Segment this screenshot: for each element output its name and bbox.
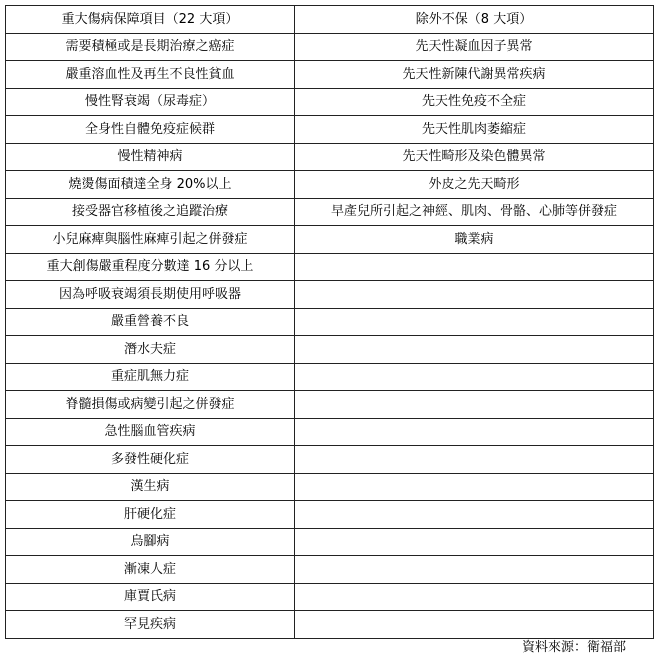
covered-item-cell: 嚴重溶血性及再生不良性貧血 bbox=[6, 61, 295, 89]
table-row bbox=[6, 473, 654, 501]
excluded-item-cell bbox=[295, 281, 654, 309]
table-header-row bbox=[6, 6, 654, 34]
excluded-item-cell bbox=[295, 418, 654, 446]
covered-item-cell: 全身性自體免疫症候群 bbox=[6, 116, 295, 144]
excluded-item-cell bbox=[295, 611, 654, 639]
table-row bbox=[6, 198, 654, 226]
excluded-item-cell: 先天性肌肉萎縮症 bbox=[295, 116, 654, 144]
covered-item-cell: 潛水夫症 bbox=[6, 336, 295, 364]
covered-item-cell: 小兒麻痺與腦性麻痺引起之併發症 bbox=[6, 226, 295, 254]
excluded-item-cell bbox=[295, 556, 654, 584]
coverage-table-body bbox=[6, 6, 654, 639]
table-row bbox=[6, 501, 654, 529]
table-row bbox=[6, 116, 654, 144]
excluded-item-cell: 先天性凝血因子異常 bbox=[295, 33, 654, 61]
table-row bbox=[6, 446, 654, 474]
excluded-item-cell bbox=[295, 473, 654, 501]
table-row bbox=[6, 171, 654, 199]
covered-item-cell: 庫賈氏病 bbox=[6, 583, 295, 611]
table-row bbox=[6, 336, 654, 364]
table-row bbox=[6, 611, 654, 639]
table-row bbox=[6, 61, 654, 89]
excluded-item-cell bbox=[295, 446, 654, 474]
table-row bbox=[6, 226, 654, 254]
source-note: 資料來源：衛福部 bbox=[521, 640, 626, 655]
excluded-item-cell: 早產兒所引起之神經、肌肉、骨骼、心肺等併發症 bbox=[295, 198, 654, 226]
excluded-item-cell bbox=[295, 391, 654, 419]
header-excluded-items: 除外不保（8 大項） bbox=[295, 6, 654, 34]
covered-item-cell: 慢性精神病 bbox=[6, 143, 295, 171]
covered-item-cell: 燒燙傷面積達全身 20%以上 bbox=[6, 171, 295, 199]
coverage-table bbox=[5, 5, 654, 639]
covered-item-cell: 慢性腎衰竭（尿毒症） bbox=[6, 88, 295, 116]
covered-item-cell: 罕見疾病 bbox=[6, 611, 295, 639]
excluded-item-cell: 職業病 bbox=[295, 226, 654, 254]
table-row bbox=[6, 418, 654, 446]
coverage-table-container bbox=[5, 5, 649, 639]
table-row bbox=[6, 528, 654, 556]
covered-item-cell: 烏腳病 bbox=[6, 528, 295, 556]
covered-item-cell: 需要積極或是長期治療之癌症 bbox=[6, 33, 295, 61]
excluded-item-cell bbox=[295, 583, 654, 611]
covered-item-cell: 接受器官移植後之追蹤治療 bbox=[6, 198, 295, 226]
excluded-item-cell bbox=[295, 363, 654, 391]
covered-item-cell: 漢生病 bbox=[6, 473, 295, 501]
covered-item-cell: 多發性硬化症 bbox=[6, 446, 295, 474]
excluded-item-cell bbox=[295, 336, 654, 364]
excluded-item-cell: 外皮之先天畸形 bbox=[295, 171, 654, 199]
covered-item-cell: 因為呼吸衰竭須長期使用呼吸器 bbox=[6, 281, 295, 309]
table-row bbox=[6, 391, 654, 419]
excluded-item-cell bbox=[295, 253, 654, 281]
table-row bbox=[6, 33, 654, 61]
table-row bbox=[6, 308, 654, 336]
covered-item-cell: 重症肌無力症 bbox=[6, 363, 295, 391]
table-row bbox=[6, 556, 654, 584]
table-row bbox=[6, 143, 654, 171]
table-row bbox=[6, 253, 654, 281]
table-row bbox=[6, 363, 654, 391]
excluded-item-cell bbox=[295, 501, 654, 529]
covered-item-cell: 急性腦血管疾病 bbox=[6, 418, 295, 446]
excluded-item-cell: 先天性畸形及染色體異常 bbox=[295, 143, 654, 171]
table-row bbox=[6, 88, 654, 116]
covered-item-cell: 脊髓損傷或病變引起之併發症 bbox=[6, 391, 295, 419]
table-row bbox=[6, 281, 654, 309]
table-row bbox=[6, 583, 654, 611]
excluded-item-cell bbox=[295, 308, 654, 336]
header-covered-items: 重大傷病保障項目（22 大項） bbox=[6, 6, 295, 34]
excluded-item-cell: 先天性免疫不全症 bbox=[295, 88, 654, 116]
covered-item-cell: 嚴重營養不良 bbox=[6, 308, 295, 336]
excluded-item-cell: 先天性新陳代謝異常疾病 bbox=[295, 61, 654, 89]
covered-item-cell: 肝硬化症 bbox=[6, 501, 295, 529]
covered-item-cell: 漸凍人症 bbox=[6, 556, 295, 584]
excluded-item-cell bbox=[295, 528, 654, 556]
covered-item-cell: 重大創傷嚴重程度分數達 16 分以上 bbox=[6, 253, 295, 281]
